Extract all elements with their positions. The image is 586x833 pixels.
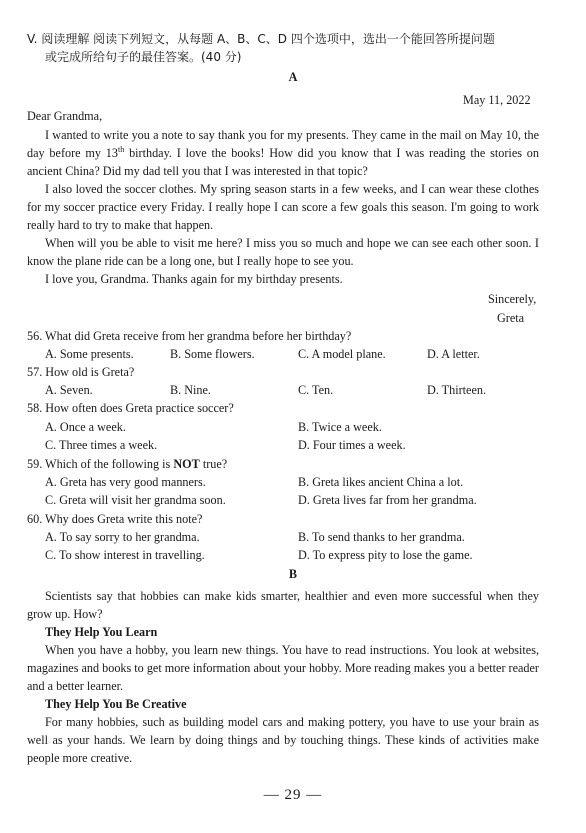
q59-option-c: C. Greta will visit her grandma soon. — [45, 493, 226, 507]
section-instruction-line-2: 或完成所给句子的最佳答案。(40 分) — [45, 50, 242, 64]
letter-closing: Sincerely, — [488, 292, 537, 306]
question-60: 60. Why does Greta write this note? — [27, 512, 203, 526]
letter-paragraph-2: I also loved the soccer clothes. My spring season starts in a few weeks, and I can wear these clothes for my soccer practice every Friday. I really hope I can score a few goals this season. I'm going to work really hard to try to make that happen. — [27, 182, 539, 232]
q59-option-b: B. Greta likes ancient China a lot. — [298, 475, 464, 489]
q58-option-b: B. Twice a week. — [298, 420, 382, 434]
passage-b-body — [27, 587, 539, 767]
letter-signature: Greta — [497, 311, 525, 325]
passage-b-intro: Scientists say that hobbies can make kids smarter, healthier and even more successful when they grow up. How? — [27, 589, 539, 621]
passage-b-paragraph-2: For many hobbies, such as building model cars and making pottery, you have to use your brain as well as your hands. We learn by doing things and by touching things. These kinds of activities make people more creative. — [27, 715, 539, 765]
section-title: 阅读理解 — [41, 32, 90, 46]
q59-stem-emphasis: NOT — [173, 457, 200, 471]
passage-b-heading-2: They Help You Be Creative — [45, 697, 187, 711]
q58-option-d: D. Four times a week. — [298, 438, 406, 452]
letter-paragraph-3: When will you be able to visit me here? I miss you so much and hope we can see each other soon. I know the plane ride can be a long one, but I really hope to see you. — [27, 236, 539, 268]
passage-b-label: B — [288, 567, 298, 581]
q57-option-d: D. Thirteen. — [427, 383, 487, 397]
q56-option-d: D. A letter. — [427, 347, 480, 361]
letter-paragraph-4: I love you, Grandma. Thanks again for my birthday presents. — [45, 272, 343, 286]
q60-option-c: C. To show interest in travelling. — [45, 548, 205, 562]
q59-stem-text: 59. Which of the following is — [27, 457, 174, 471]
q60-option-a: A. To say sorry to her grandma. — [45, 530, 200, 544]
passage-a-label: A — [288, 70, 298, 84]
letter-date: May 11, 2022 — [463, 93, 531, 107]
question-59 — [27, 455, 227, 473]
q57-option-c: C. Ten. — [298, 383, 334, 397]
ordinal-superscript: th — [118, 144, 125, 154]
q56-option-b: B. Some flowers. — [170, 347, 255, 361]
letter-p1-text: I wanted to write you a note to say thank you for my presents. They came in the mail on May 10, the day before my 13 — [27, 128, 539, 160]
q57-option-a: A. Seven. — [45, 383, 93, 397]
q60-option-d: D. To express pity to lose the game. — [298, 548, 473, 562]
section-number: V. — [27, 32, 38, 46]
q56-option-c: C. A model plane. — [298, 347, 386, 361]
letter-body — [27, 126, 539, 288]
passage-b-paragraph-1: When you have a hobby, you learn new things. You have to read instructions. You look at websites, magazines and books to get more information about your hobby. More reading makes you a better reader and a better learner. — [27, 643, 539, 693]
q57-option-b: B. Nine. — [170, 383, 211, 397]
passage-b-heading-1: They Help You Learn — [45, 625, 158, 639]
q58-option-c: C. Three times a week. — [45, 438, 158, 452]
letter-paragraph-1 — [27, 126, 539, 180]
q58-option-a: A. Once a week. — [45, 420, 126, 434]
q59-option-a: A. Greta has very good manners. — [45, 475, 206, 489]
question-57: 57. How old is Greta? — [27, 365, 135, 379]
q59-option-d: D. Greta lives far from her grandma. — [298, 493, 477, 507]
q60-option-b: B. To send thanks to her grandma. — [298, 530, 465, 544]
question-58: 58. How often does Greta practice soccer? — [27, 401, 234, 415]
page-number: — 29 — — [263, 787, 323, 803]
letter-p1-text-continued: birthday. I love the books! How did you know that I was reading the stories on ancient China? Did my dad tell you that I was interested in that topic? — [27, 146, 539, 178]
question-56: 56. What did Greta receive from her grandma before her birthday? — [27, 329, 352, 343]
q59-stem-text-end: true? — [199, 457, 228, 471]
letter-greeting: Dear Grandma, — [27, 109, 103, 123]
section-instruction-line-1: 阅读下列短文，从每题 A、B、C、D 四个选项中，选出一个能回答所提问题 — [93, 32, 495, 46]
section-header — [27, 30, 495, 48]
q56-option-a: A. Some presents. — [45, 347, 134, 361]
